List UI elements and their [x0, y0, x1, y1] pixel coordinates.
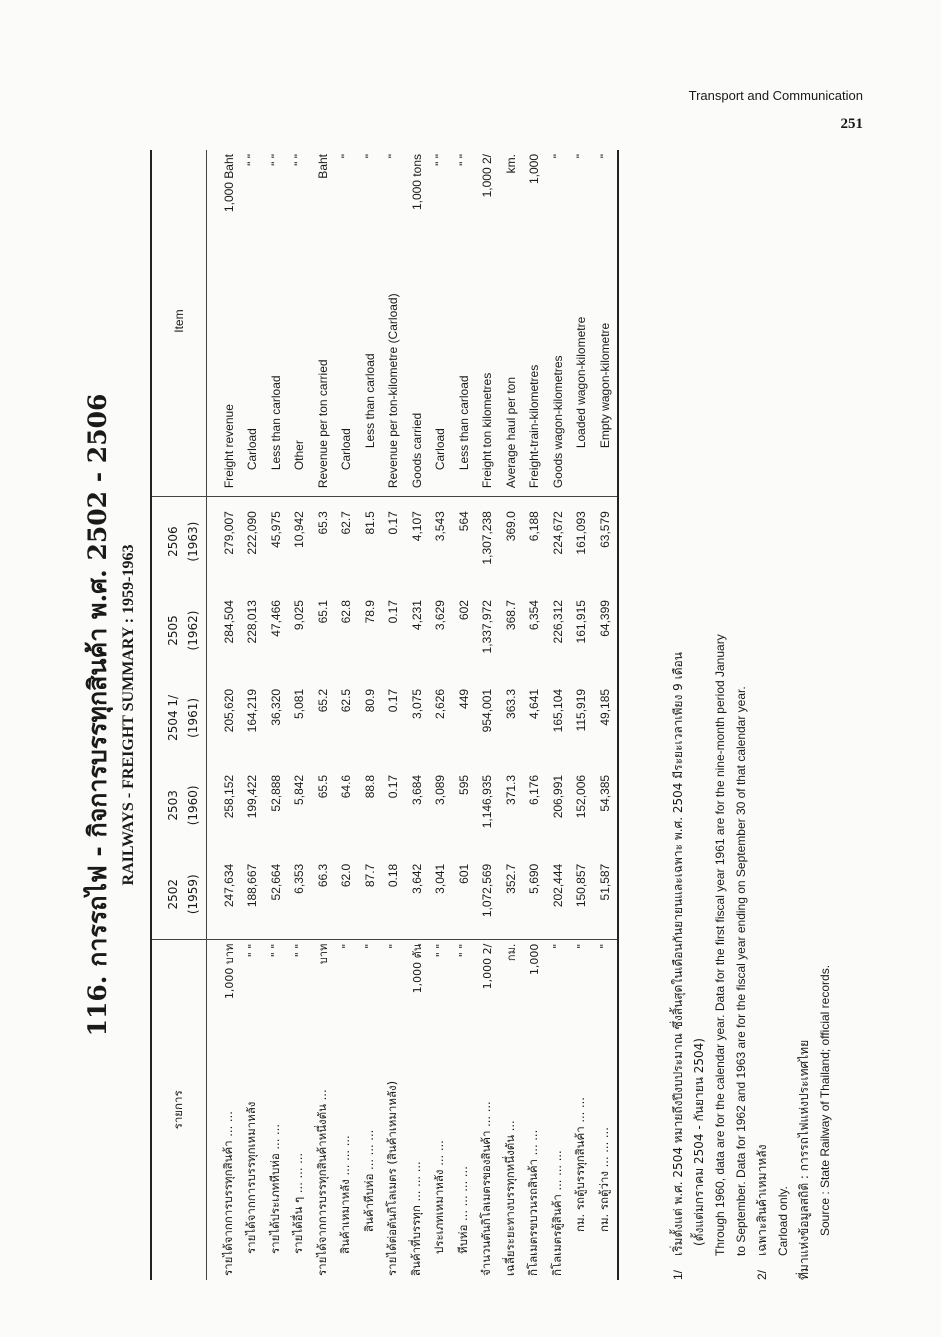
row-unit-thai: 1,000 ตัน: [405, 939, 429, 1003]
row-value-1963: 63,579: [597, 511, 612, 548]
header-year-ce: (1963): [180, 497, 207, 586]
row-value-1959: 601: [456, 863, 471, 884]
header-year-ce: (1962): [180, 586, 207, 675]
row-value-1959: 87.7: [362, 863, 377, 888]
row-value-1963: 81.5: [362, 511, 377, 535]
row-unit-english: km.: [503, 154, 518, 174]
row-value-1959: 6,353: [292, 863, 307, 894]
row-value-1961: 2,626: [433, 688, 448, 719]
row-value-1962: 62.8: [339, 600, 354, 624]
row-item-english: Carload: [429, 222, 453, 497]
footnotes: [668, 150, 836, 1280]
row-item-english: Carload: [335, 222, 359, 497]
row-value-1960: 52,888: [268, 774, 283, 812]
row-value-1960: 371.3: [503, 774, 518, 805]
row-value-1959: 247,634: [221, 863, 236, 908]
table-row: [499, 150, 523, 1280]
row-value-1961: 205,620: [221, 688, 236, 733]
row-value-1962: 6,354: [527, 600, 542, 631]
source-thai: ที่มาแห่งข้อมูลสถิติ : การรถไฟแห่งประเทศไทย: [797, 1039, 811, 1280]
row-unit-thai: ": [358, 939, 382, 1003]
row-item-english: Empty wagon-kilometre: [593, 222, 618, 497]
row-value-1959: 66.3: [315, 863, 330, 888]
footnote-1-english-line1: Through 1960, data are for the calendar year. Data for the first fiscal year 1961 are for the nine-month period January: [713, 634, 727, 1256]
row-value-1963: 62.7: [339, 511, 354, 535]
running-head: Transport and Communication: [688, 88, 863, 103]
row-value-1962: 65.1: [315, 600, 330, 624]
row-value-1962: 0.17: [386, 600, 401, 624]
row-unit-thai: บาท: [311, 939, 335, 1003]
footnote-2-thai: [752, 150, 773, 1280]
row-value-1961: 65.2: [315, 688, 330, 713]
row-value-1959: 202,444: [550, 863, 565, 908]
header-year-be: 2503: [166, 790, 180, 821]
row-value-1959: 62.0: [339, 863, 354, 888]
row-value-1959: 1,072,569: [480, 863, 495, 918]
row-unit-thai: " ": [264, 939, 288, 1003]
row-item-english: Loaded wagon-kilometre: [570, 222, 594, 497]
row-unit-thai: ": [546, 939, 570, 1003]
row-value-1963: 3,543: [433, 511, 448, 542]
row-item-english: Less than carload: [452, 222, 476, 497]
header-year-be: 2502: [166, 878, 180, 910]
row-item-thai: รายได้อื่น ๆ ... ... ...: [291, 1152, 306, 1254]
row-value-1962: 602: [456, 600, 471, 621]
row-value-1962: 78.9: [362, 600, 377, 624]
row-value-1961: 449: [456, 688, 471, 709]
row-unit-english: 1,000 Baht: [221, 154, 236, 213]
row-value-1961: 80.9: [362, 688, 377, 713]
row-value-1960: 5,842: [292, 774, 307, 805]
row-item-english: Goods carried: [405, 222, 429, 497]
row-unit-thai: 1,000: [523, 939, 547, 1003]
table-row: [593, 150, 618, 1280]
table-row: [335, 150, 359, 1280]
row-value-1961: 363.3: [503, 688, 518, 719]
row-value-1962: 47,466: [268, 600, 283, 637]
row-value-1960: 206,991: [550, 774, 565, 819]
row-unit-thai: ": [593, 939, 618, 1003]
row-item-english: Carload: [241, 222, 265, 497]
row-value-1963: 10,942: [292, 511, 307, 548]
row-value-1960: 1,146,935: [480, 774, 495, 829]
row-value-1960: 64.6: [339, 774, 354, 799]
header-year-ce: (1961): [180, 675, 207, 761]
row-value-1963: 0.17: [386, 511, 401, 535]
row-value-1963: 6,188: [527, 511, 542, 542]
row-value-1961: 0.17: [386, 688, 401, 713]
page-number: 251: [840, 116, 863, 132]
row-item-thai: ประเภทเหมาหลัง ... ...: [432, 1140, 447, 1254]
row-item-thai: รายได้ประเภทหีบห่อ ... ...: [267, 1124, 282, 1254]
row-item-thai: เฉลี่ยระยะทางบรรทุกหนึ่งตัน ...: [502, 1120, 517, 1276]
row-unit-english: " ": [245, 154, 260, 166]
row-item-thai: กม. รถตู้บรรทุกสินค้า ... ...: [573, 1097, 588, 1232]
row-unit-english: ": [550, 154, 565, 159]
header-year-be: 2505: [166, 615, 180, 646]
header-year-be: 2504 1/: [166, 694, 180, 741]
row-value-1963: 222,090: [245, 511, 260, 555]
row-value-1962: 226,312: [550, 600, 565, 644]
row-item-english: Freight ton kilometres: [476, 222, 500, 497]
row-value-1963: 4,107: [409, 511, 424, 542]
row-unit-english: Baht: [315, 154, 330, 179]
row-value-1962: 3,629: [433, 600, 448, 631]
table-row: [405, 150, 429, 1280]
row-unit-thai: ": [382, 939, 406, 1003]
header-item-english: Item: [151, 150, 207, 497]
table-row: [207, 150, 241, 1280]
table-body: [207, 150, 618, 1280]
row-value-1959: 3,041: [433, 863, 448, 894]
table-row: [241, 150, 265, 1280]
row-value-1963: 45,975: [268, 511, 283, 548]
table-number: 116.: [83, 975, 112, 1037]
footnote-1-english-line2: to September. Data for 1962 and 1963 are for the fiscal year ending on September 30 of that calendar year.: [734, 686, 748, 1256]
footnote-1-thai: [668, 150, 689, 1280]
row-unit-thai: ": [335, 939, 359, 1003]
row-item-english: Revenue per ton-kilometre (Carload): [382, 222, 406, 497]
row-unit-english: " ": [456, 154, 471, 166]
row-value-1961: 36,320: [268, 688, 283, 726]
row-item-english: Goods wagon-kilometres: [546, 222, 570, 497]
row-value-1961: 5,081: [292, 688, 307, 719]
row-value-1963: 65.3: [315, 511, 330, 535]
row-value-1960: 0.17: [386, 774, 401, 799]
header-year-ce: (1959): [180, 850, 207, 939]
table-row: [288, 150, 312, 1280]
row-item-thai: รายได้จากการบรรทุกสินค้าหนึ่งตัน ...: [314, 1089, 329, 1276]
row-value-1962: 9,025: [292, 600, 307, 631]
row-value-1960: 595: [456, 774, 471, 795]
row-unit-english: 1,000 tons: [409, 154, 424, 211]
row-item-english: Revenue per ton carried: [311, 222, 335, 497]
row-unit-english: ": [386, 154, 401, 159]
footnote-2-mark: 2/: [755, 1269, 769, 1280]
row-item-thai: หีบห่อ ... ... ... ...: [455, 1166, 470, 1254]
row-unit-thai: กม.: [499, 939, 523, 1003]
table-row: [358, 150, 382, 1280]
row-value-1959: 150,857: [574, 863, 589, 908]
table-row: [382, 150, 406, 1280]
title-block: [78, 150, 138, 1280]
row-value-1961: 4,641: [527, 688, 542, 719]
row-value-1959: 352.7: [503, 863, 518, 894]
row-value-1962: 1,337,972: [480, 600, 495, 654]
row-item-thai: สินค้าเหมาหลัง ... ... ...: [338, 1135, 353, 1254]
rotated-table-page: [78, 150, 878, 1280]
row-value-1962: 161,915: [574, 600, 589, 644]
row-value-1959: 188,667: [245, 863, 260, 908]
row-value-1962: 284,504: [221, 600, 236, 644]
row-item-english: Less than carload: [358, 222, 382, 497]
row-item-thai: สินค้าหีบห่อ ... ... ...: [361, 1129, 376, 1232]
row-unit-thai: " ": [241, 939, 265, 1003]
row-value-1960: 258,152: [221, 774, 236, 819]
row-item-thai: กิโลเมตรตู้สินค้า ... ... ...: [549, 1150, 564, 1276]
row-unit-thai: 1,000 บาท: [207, 939, 241, 1003]
row-item-english: Freight revenue: [207, 222, 241, 497]
row-value-1959: 52,664: [268, 863, 283, 901]
row-value-1963: 161,093: [574, 511, 589, 555]
header-item-thai: รายการ: [151, 939, 207, 1280]
row-unit-english: ": [574, 154, 589, 159]
row-unit-thai: " ": [288, 939, 312, 1003]
row-unit-english: ": [597, 154, 612, 159]
table-row: [264, 150, 288, 1280]
footnote-1-thai-text: เริ่มตั้งแต่ พ.ศ. 2504 หมายถึงปีงบประมาณ ซึ่งสิ้นสุดในเดือนกันยายนและเฉพาะ พ.ศ. 2504 มีระยะเวลาเพียง 9 เดือน: [671, 652, 685, 1256]
table-title-thai: [78, 150, 118, 1280]
row-value-1959: 3,642: [409, 863, 424, 894]
row-item-english: Average haul per ton: [499, 222, 523, 497]
row-value-1960: 6,176: [527, 774, 542, 805]
row-value-1961: 3,075: [409, 688, 424, 719]
header-year-be: 2506: [166, 526, 180, 557]
row-value-1961: 954,001: [480, 688, 495, 733]
row-unit-english: " ": [292, 154, 307, 166]
row-value-1960: 3,684: [409, 774, 424, 805]
row-value-1962: 228,013: [245, 600, 260, 644]
table-row: [452, 150, 476, 1280]
footnote-2-thai-text: เฉพาะสินค้าเหมาหลัง: [755, 1144, 769, 1256]
row-item-thai: รายได้ต่อตันกิโลเมตร (สินค้าเหมาหลัง): [385, 1080, 400, 1276]
row-value-1961: 115,919: [574, 688, 589, 732]
row-unit-thai: " ": [429, 939, 453, 1003]
row-unit-english: 1,000: [527, 154, 542, 185]
freight-summary-table: [150, 150, 619, 1280]
header-year-ce: (1960): [180, 761, 207, 850]
row-value-1963: 369.0: [503, 511, 518, 542]
row-value-1963: 564: [456, 511, 471, 532]
table-title-english: RAILWAYS - FREIGHT SUMMARY : 1959-1963: [120, 544, 137, 886]
row-value-1961: 164,219: [245, 688, 260, 733]
row-value-1963: 224,672: [550, 511, 565, 555]
row-value-1961: 49,185: [597, 688, 612, 726]
footnote-1-thai-line2: (ตั้งแต่มกราคม 2504 - กันยายน 2504): [692, 1038, 706, 1246]
table-row: [476, 150, 500, 1280]
row-value-1963: 279,007: [221, 511, 236, 555]
row-item-thai: รายได้จากการบรรทุกสินค้า ... ...: [220, 1111, 235, 1276]
row-value-1959: 5,690: [527, 863, 542, 894]
row-value-1963: 1,307,238: [480, 511, 495, 565]
row-value-1960: 88.8: [362, 774, 377, 799]
table-row: [311, 150, 335, 1280]
row-item-thai: กิโลเมตรขบวนรถสินค้า ... ...: [526, 1129, 541, 1276]
row-value-1962: 368.7: [503, 600, 518, 631]
table-row: [429, 150, 453, 1280]
row-value-1960: 199,422: [245, 774, 260, 819]
row-value-1962: 4,231: [409, 600, 424, 631]
row-value-1961: 62.5: [339, 688, 354, 713]
row-item-english: Other: [288, 222, 312, 497]
table-row: [570, 150, 594, 1280]
table-row: [523, 150, 547, 1280]
row-item-english: Less than carload: [264, 222, 288, 497]
row-item-thai: สินค้าที่บรรทุก ... ... ...: [408, 1161, 423, 1276]
row-value-1959: 0.18: [386, 863, 401, 888]
row-value-1960: 152,006: [574, 774, 589, 819]
row-unit-thai: ": [570, 939, 594, 1003]
row-value-1959: 51,587: [597, 863, 612, 901]
footnote-2-english: Carload only.: [776, 1186, 790, 1256]
row-unit-english: " ": [433, 154, 448, 166]
row-unit-english: ": [339, 154, 354, 159]
row-item-thai: รายได้จากการบรรทุกเหมาหลัง: [244, 1101, 259, 1254]
row-item-english: Freight-train-kilometres: [523, 222, 547, 497]
row-unit-english: " ": [268, 154, 283, 166]
source-english: Source : State Railway of Thailand; official records.: [818, 964, 832, 1236]
row-item-thai: จำนวนตันกิโลเมตรของสินค้า ... ...: [479, 1101, 494, 1276]
row-value-1960: 3,089: [433, 774, 448, 805]
row-unit-thai: " ": [452, 939, 476, 1003]
row-unit-english: ": [362, 154, 377, 159]
footnote-1-mark: 1/: [671, 1269, 685, 1280]
row-item-thai: กม. รถตู้ว่าง ... ... ...: [596, 1127, 611, 1232]
row-value-1960: 65.5: [315, 774, 330, 799]
title-thai-text: การรถไฟ - กิจการบรรทุกสินค้า พ.ศ. 2502 - 2506: [83, 393, 112, 967]
row-unit-thai: 1,000 2/: [476, 939, 500, 1003]
row-unit-english: 1,000 2/: [480, 154, 495, 198]
row-value-1960: 54,385: [597, 774, 612, 812]
row-value-1962: 64,399: [597, 600, 612, 637]
table-row: [546, 150, 570, 1280]
row-value-1961: 165,104: [550, 688, 565, 733]
